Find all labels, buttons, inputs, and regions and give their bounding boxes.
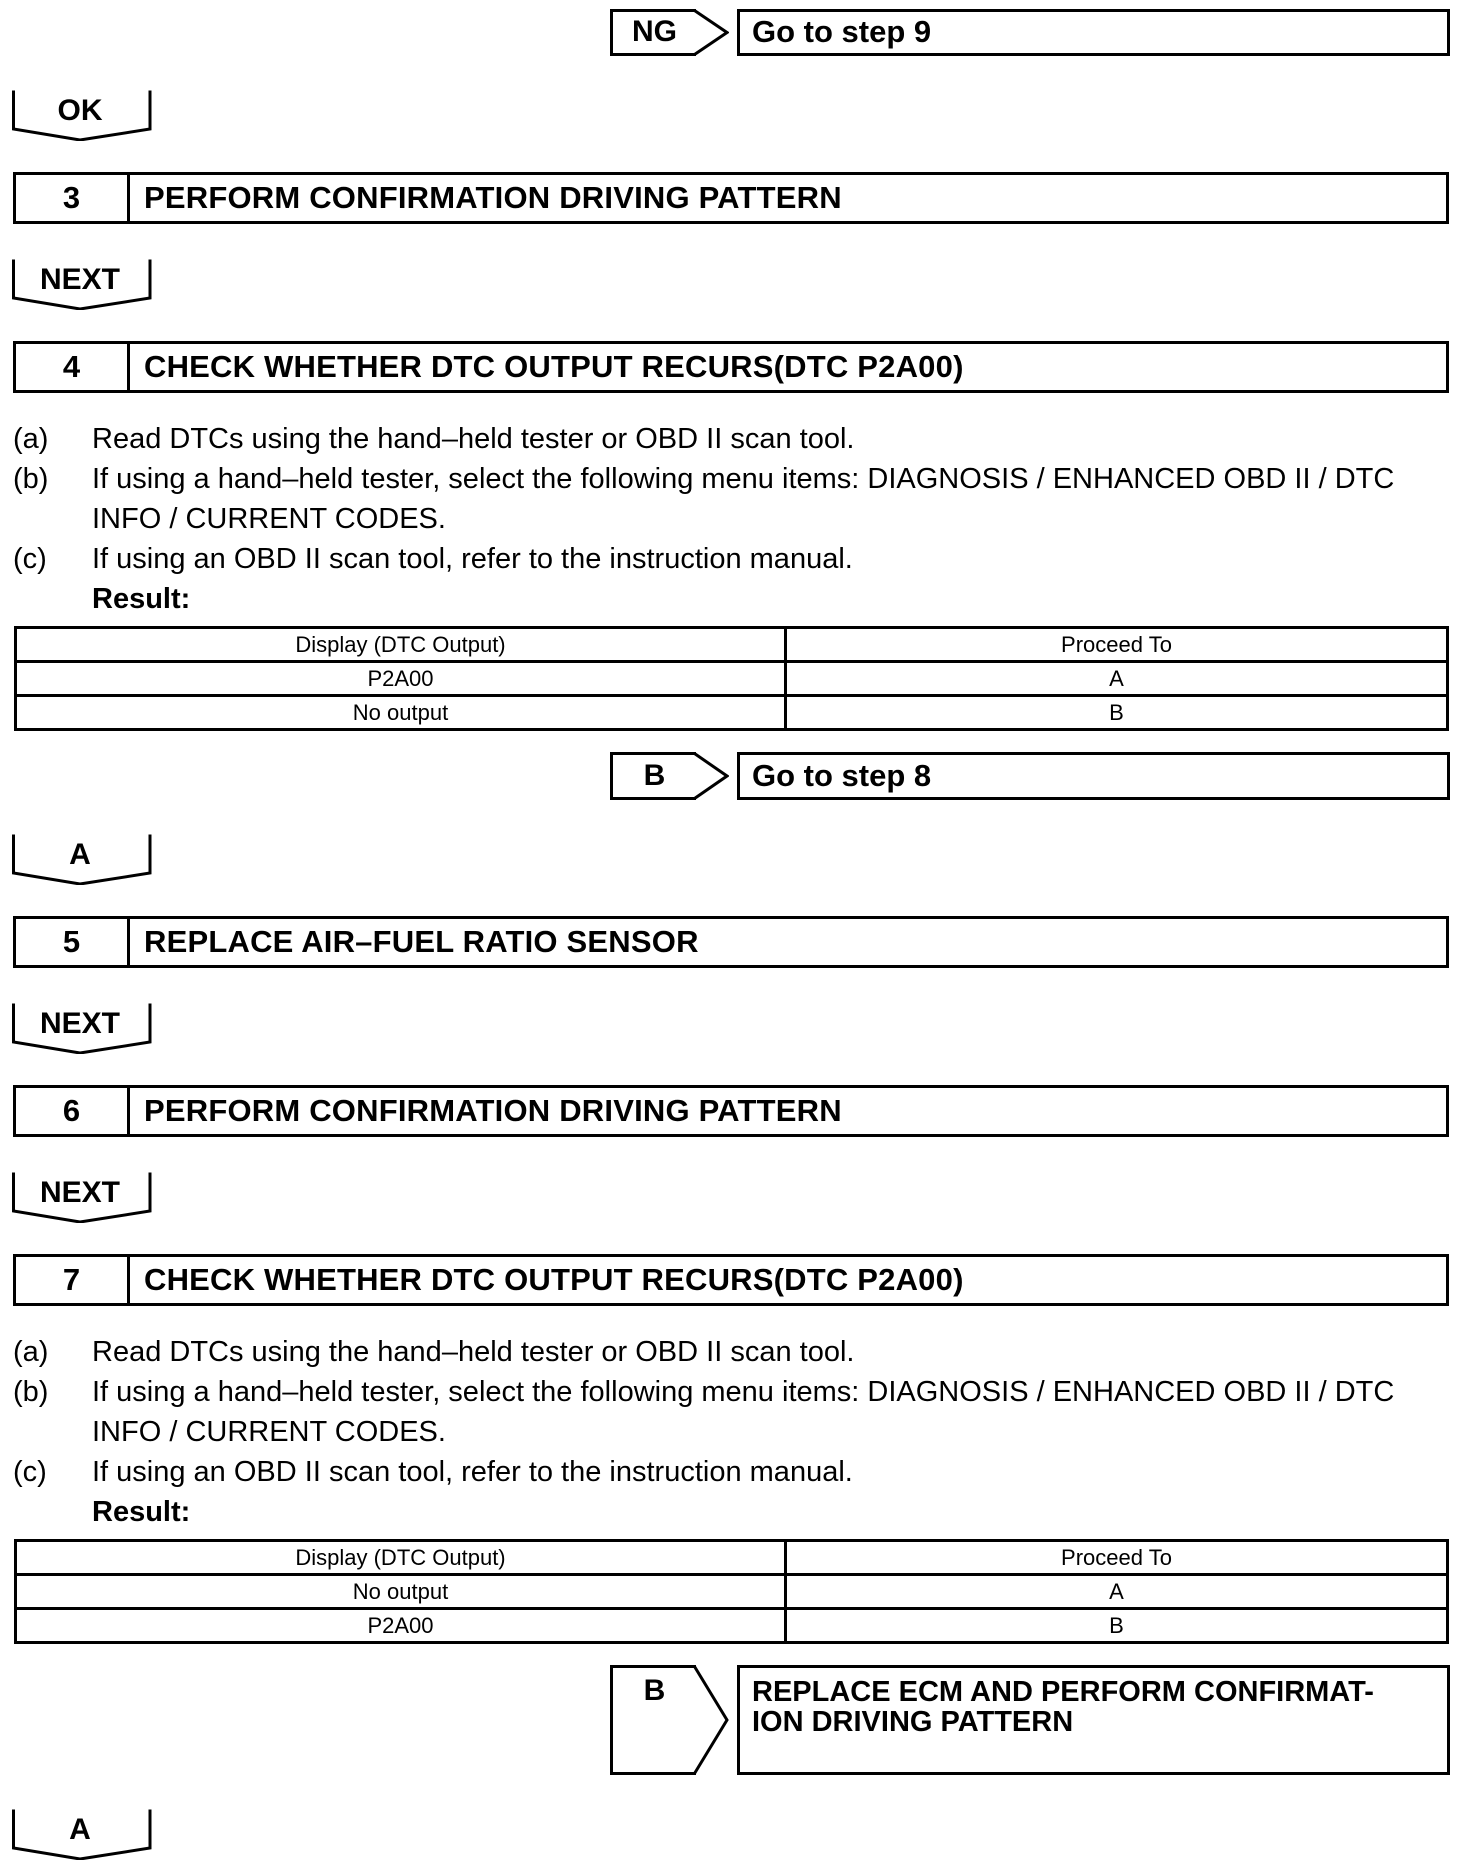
step-number: 5 — [16, 919, 130, 965]
instruction-item — [13, 1332, 1453, 1372]
tab-label: NEXT — [39, 1176, 120, 1209]
table-row — [16, 1575, 1448, 1609]
step-4-instructions — [13, 419, 1453, 619]
item-text: If using an OBD II scan tool, refer to the instruction manual. — [92, 543, 853, 575]
branch-ng-tag: NG — [610, 9, 696, 56]
step-title: CHECK WHETHER DTC OUTPUT RECURS(DTC P2A00) — [144, 1262, 964, 1297]
step-7-result-table — [14, 1539, 1449, 1644]
step-7-instructions — [13, 1332, 1453, 1532]
result-label: Result: — [92, 1496, 191, 1528]
branch-b-destination[interactable]: Go to step 8 — [737, 752, 1450, 800]
instruction-item — [13, 1452, 1453, 1492]
step-title: PERFORM CONFIRMATION DRIVING PATTERN — [144, 1093, 842, 1128]
step-3-header — [13, 172, 1449, 224]
table-header: Proceed To — [786, 1541, 1448, 1575]
table-header-row — [16, 628, 1448, 662]
item-text: Read DTCs using the hand–held tester or OBD II scan tool. — [92, 1336, 855, 1368]
tab-label: A — [69, 838, 91, 871]
item-text: Read DTCs using the hand–held tester or OBD II scan tool. — [92, 423, 855, 455]
tab-label: OK — [57, 94, 103, 127]
step-4-header — [13, 341, 1449, 393]
item-label: (b) — [13, 463, 49, 495]
result-tab-next[interactable] — [12, 1171, 152, 1223]
item-label: (c) — [13, 543, 47, 575]
table-cell: P2A00 — [16, 1609, 786, 1643]
result-tab-a[interactable] — [12, 833, 152, 885]
branch-arrow-icon — [693, 752, 729, 800]
branch-b-tag: B — [610, 1665, 696, 1775]
branch-arrow-icon — [693, 9, 729, 56]
table-row — [16, 662, 1448, 696]
item-text: If using an OBD II scan tool, refer to the instruction manual. — [92, 1456, 853, 1488]
instruction-item — [13, 419, 1453, 459]
table-cell: P2A00 — [16, 662, 786, 696]
table-header: Proceed To — [786, 628, 1448, 662]
table-cell: B — [786, 1609, 1448, 1643]
branch-ng-destination[interactable]: Go to step 9 — [737, 9, 1450, 56]
item-label: (b) — [13, 1376, 49, 1408]
table-cell: A — [786, 662, 1448, 696]
item-text: If using a hand–held tester, select the following menu items: DIAGNOSIS / ENHANCED OBD II / DTC INFO / CURRENT CODES. — [92, 1376, 1395, 1448]
branch-arrow-icon — [693, 1665, 729, 1775]
step-6-header — [13, 1085, 1449, 1137]
step-number: 4 — [16, 344, 130, 390]
step-title: REPLACE AIR–FUEL RATIO SENSOR — [144, 924, 699, 959]
instruction-item — [13, 459, 1453, 539]
step-7-header — [13, 1254, 1449, 1306]
table-cell: No output — [16, 696, 786, 730]
result-tab-next[interactable] — [12, 1002, 152, 1054]
result-tab-next[interactable] — [12, 258, 152, 310]
step-5-header — [13, 916, 1449, 968]
branch-b-destination[interactable] — [737, 1665, 1450, 1775]
tab-label: NEXT — [39, 1007, 120, 1040]
item-label: (a) — [13, 423, 49, 455]
step-number: 6 — [16, 1088, 130, 1134]
step-number: 3 — [16, 175, 130, 221]
table-row — [16, 1609, 1448, 1643]
step-title: CHECK WHETHER DTC OUTPUT RECURS(DTC P2A00) — [144, 349, 964, 384]
step-number: 7 — [16, 1257, 130, 1303]
table-cell: B — [786, 696, 1448, 730]
branch-b-tag: B — [610, 752, 696, 800]
step-title: PERFORM CONFIRMATION DRIVING PATTERN — [144, 180, 842, 215]
table-header: Display (DTC Output) — [16, 628, 786, 662]
destination-line: REPLACE ECM AND PERFORM CONFIRMAT- — [752, 1676, 1374, 1708]
item-label: (c) — [13, 1456, 47, 1488]
table-header: Display (DTC Output) — [16, 1541, 786, 1575]
table-row — [16, 696, 1448, 730]
table-header-row — [16, 1541, 1448, 1575]
result-tab-a[interactable] — [12, 1808, 152, 1860]
item-text: If using a hand–held tester, select the following menu items: DIAGNOSIS / ENHANCED OBD II / DTC INFO / CURRENT CODES. — [92, 463, 1395, 535]
step-4-result-table — [14, 626, 1449, 731]
destination-line: ION DRIVING PATTERN — [752, 1706, 1074, 1738]
tab-label: A — [69, 1813, 91, 1846]
tab-label: NEXT — [39, 263, 120, 296]
instruction-item — [13, 539, 1453, 579]
item-label: (a) — [13, 1336, 49, 1368]
instruction-item — [13, 1372, 1453, 1452]
table-cell: A — [786, 1575, 1448, 1609]
result-label: Result: — [92, 583, 191, 615]
table-cell: No output — [16, 1575, 786, 1609]
result-tab-ok[interactable] — [12, 89, 152, 141]
